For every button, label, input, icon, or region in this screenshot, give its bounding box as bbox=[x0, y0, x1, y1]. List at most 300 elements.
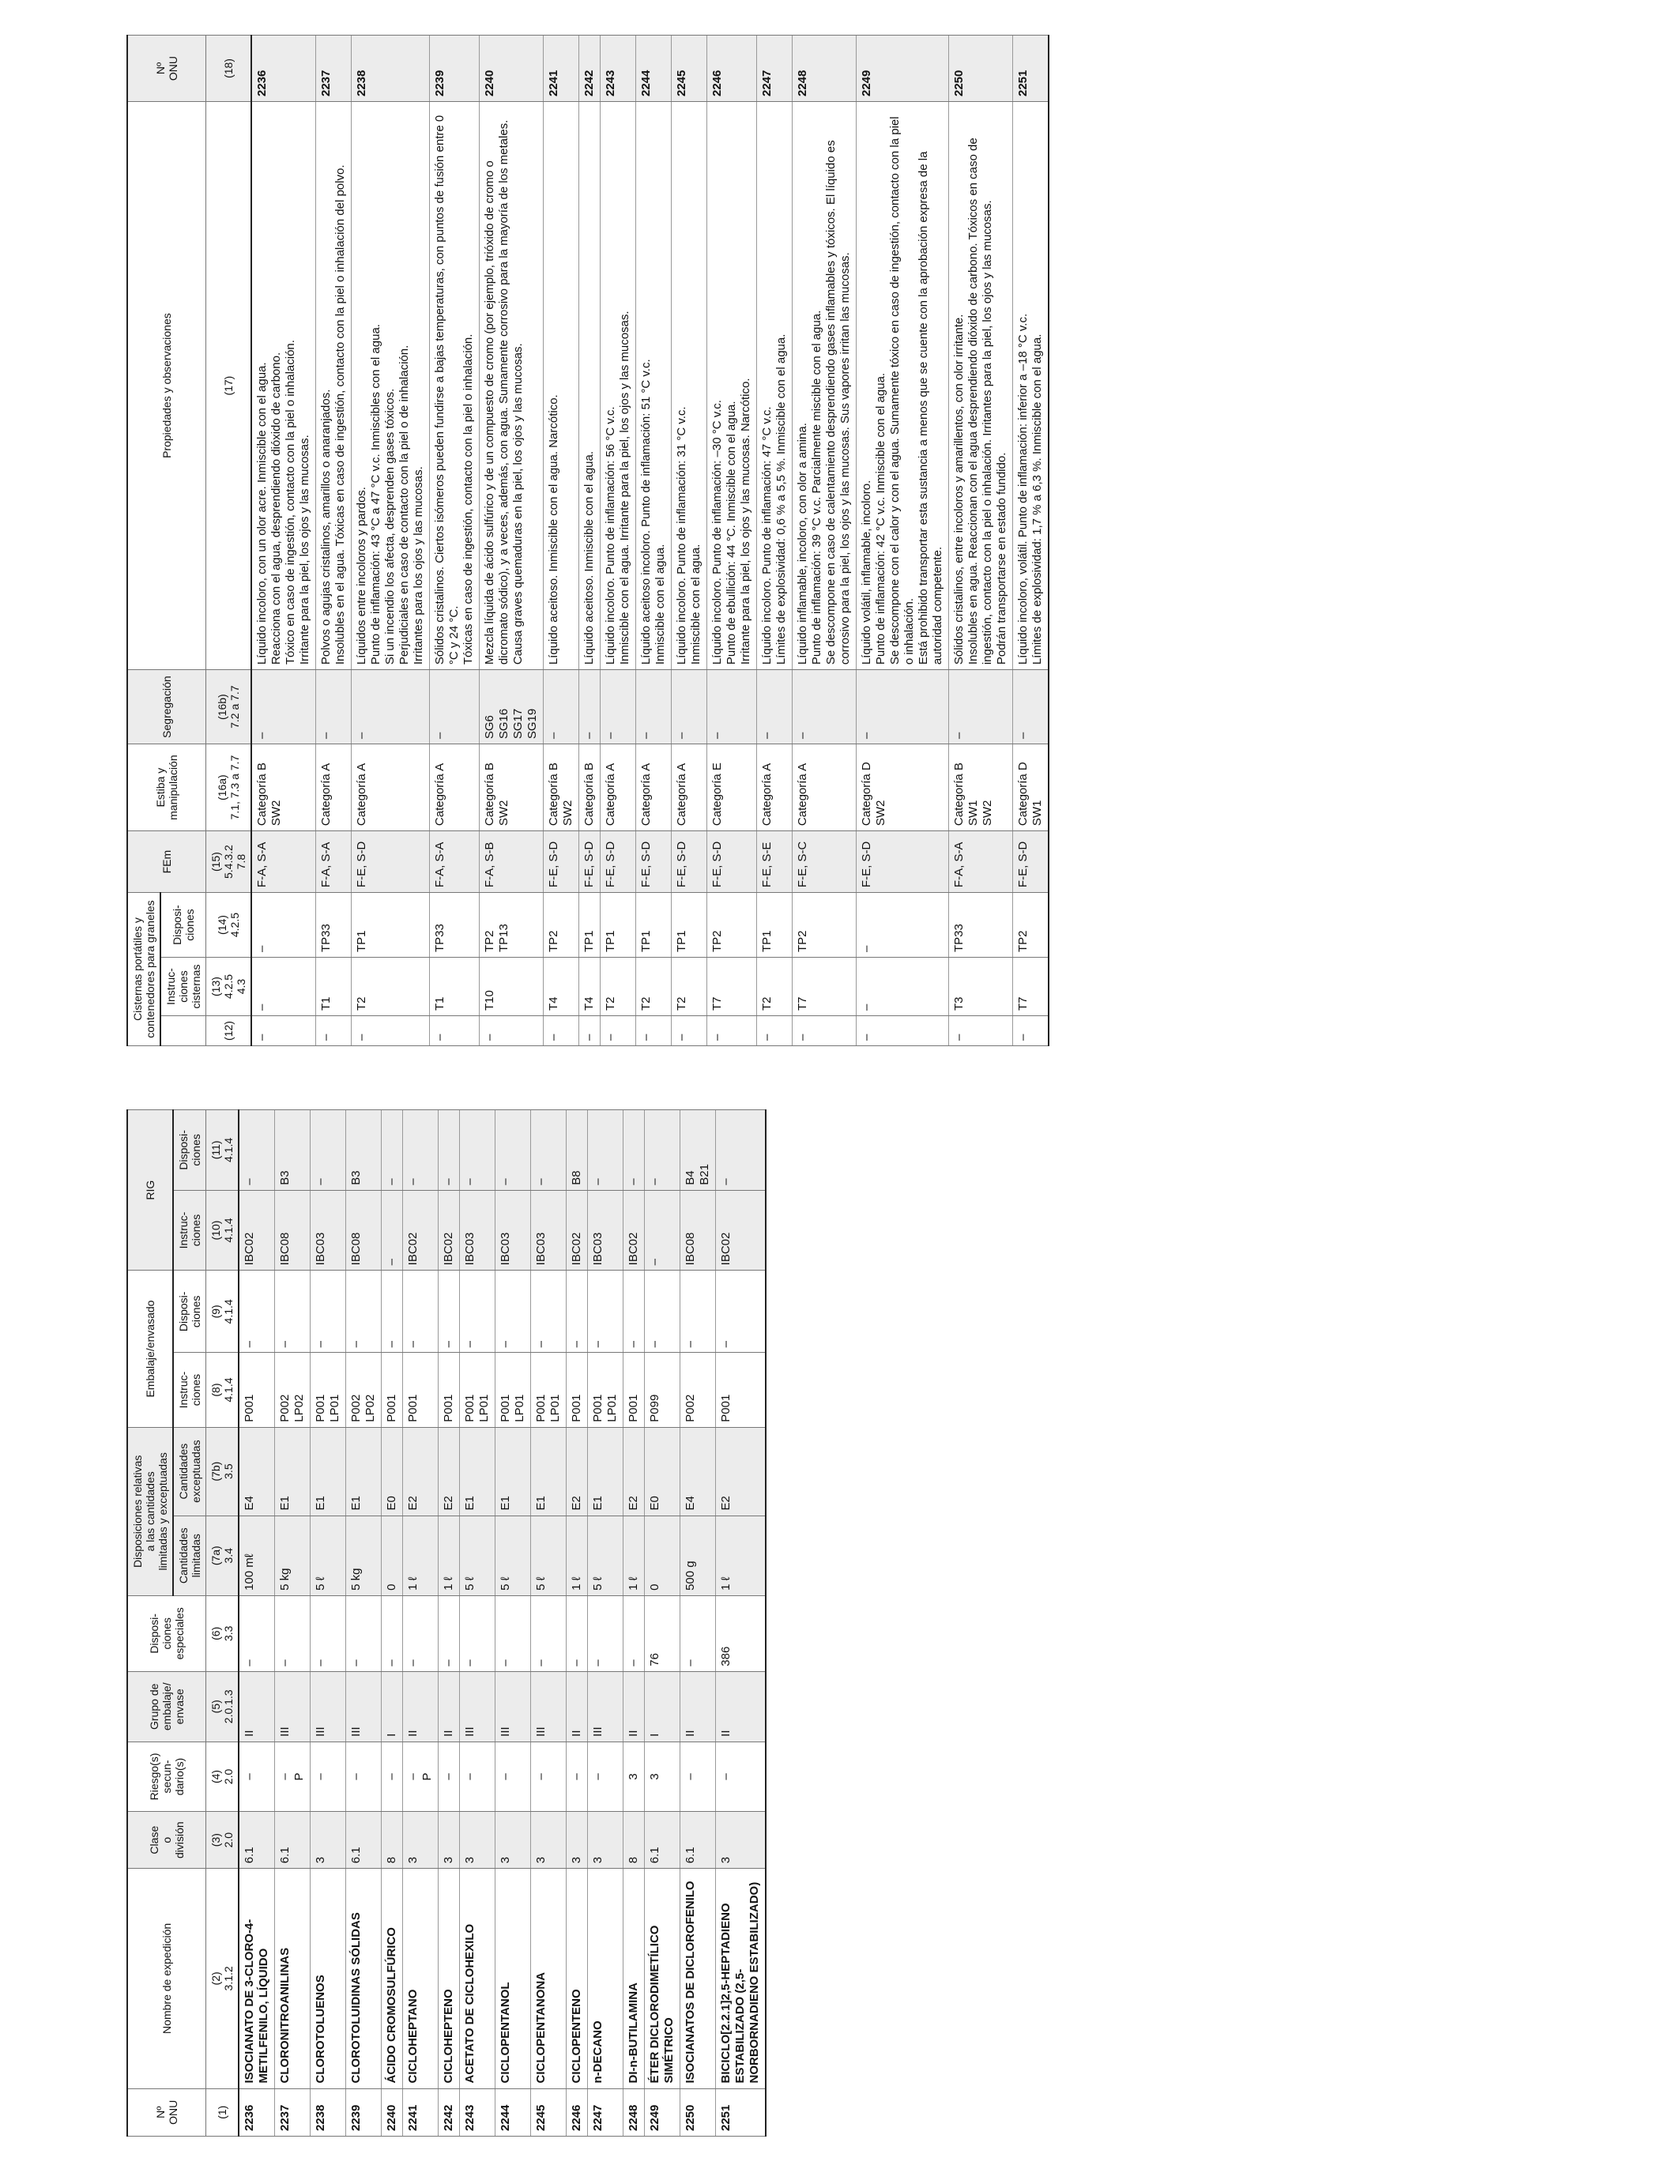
properties-cell: Líquido incoloro, con un olor acre. Inmiscible con el agua. Reacciona con el agua, desprendiendo dióxido de carbono. Tóxico en caso de ingestión, contacto con la piel o inhalación. Irritante para la piel, los ojos y las mucosas. bbox=[251, 102, 316, 670]
tank-instructions-cell: – bbox=[857, 958, 949, 1016]
col12-cell: – bbox=[480, 1016, 544, 1046]
packing-group-cell: II bbox=[623, 1671, 645, 1742]
special-provisions-cell: – bbox=[382, 1595, 403, 1671]
class-cell: 6.1 bbox=[680, 1812, 716, 1869]
packaging-provisions-cell: – bbox=[403, 1271, 439, 1353]
ibc-provisions-cell: – bbox=[716, 1110, 767, 1191]
limited-quantities-cell: 5 ℓ bbox=[531, 1516, 567, 1595]
ibc-provisions-cell: – bbox=[495, 1110, 531, 1191]
col12-cell: – bbox=[757, 1016, 793, 1046]
ibc-instructions-cell: IBC08 bbox=[275, 1190, 311, 1271]
table-row bbox=[439, 1110, 460, 2137]
tank-instructions-cell: T7 bbox=[707, 958, 757, 1016]
packaging-provisions-cell: – bbox=[460, 1271, 495, 1353]
stowage-cell: Categoría A bbox=[757, 744, 793, 831]
properties-cell: Líquido incoloro. Punto de inflamación: 31 °C v.c. Inmiscible con el agua. bbox=[672, 102, 707, 670]
colnum-16b: (16b) 7.2 a 7.7 bbox=[206, 670, 252, 744]
segregation-cell: – bbox=[579, 670, 601, 744]
un-cell-right: 2240 bbox=[480, 36, 544, 102]
excepted-quantities-cell: E1 bbox=[275, 1427, 311, 1516]
limited-quantities-cell: 1 ℓ bbox=[716, 1516, 767, 1595]
header-limited-quantities: Cantidades limitadas bbox=[173, 1516, 206, 1595]
packaging-provisions-cell: – bbox=[567, 1271, 588, 1353]
subsidiary-risk-cell: – bbox=[495, 1742, 531, 1811]
special-provisions-cell: – bbox=[346, 1595, 382, 1671]
tank-provisions-cell: TP1 bbox=[601, 893, 636, 958]
colnum-4: (4) 2.0 bbox=[206, 1742, 239, 1811]
limited-quantities-cell: 5 kg bbox=[275, 1516, 311, 1595]
tank-instructions-cell: T2 bbox=[601, 958, 636, 1016]
colnum-5: (5) 2.0.1.3 bbox=[206, 1671, 239, 1742]
colnum-13: (13) 4.2.5 4.3 bbox=[206, 958, 252, 1016]
un-cell-right: 2245 bbox=[672, 36, 707, 102]
special-provisions-cell: – bbox=[311, 1595, 346, 1671]
properties-cell: Sólidos cristalinos, entre incoloros y amarillentos, con olor irritante. Insolubles en agua. Reaccionan con el agua desprendiendo dióxido de carbono. Tóxicos en caso de ingestión, contacto con la piel o inhalación. Irritantes para la piel, los ojos y las mucosas. Podrán transportarse en estado fundido. bbox=[949, 102, 1013, 670]
packaging-provisions-cell: – bbox=[275, 1271, 311, 1353]
excepted-quantities-cell: E2 bbox=[439, 1427, 460, 1516]
properties-cell: Líquido volátil, inflamable, incoloro. Punto de inflamación: 42 °C v.c. Inmiscible con el agua. Se descompone con el calor y con el agua. Sumamente tóxico en caso de ingestión, contacto con la piel o inhalación. Está prohibido transportar esta sustancia a menos que se cuente con la aprobación expresa de la autoridad competente. bbox=[857, 102, 949, 670]
un-cell: 2251 bbox=[716, 2088, 767, 2136]
ems-cell: F-E, S-C bbox=[793, 831, 857, 893]
excepted-quantities-cell: E2 bbox=[716, 1427, 767, 1516]
tank-instructions-cell: T10 bbox=[480, 958, 544, 1016]
tank-provisions-cell: TP2 bbox=[793, 893, 857, 958]
packaging-provisions-cell: – bbox=[645, 1271, 680, 1353]
packaging-provisions-cell: – bbox=[495, 1271, 531, 1353]
class-cell: 3 bbox=[495, 1812, 531, 1869]
tank-instructions-cell: T2 bbox=[757, 958, 793, 1016]
header-un-number: Nº ONU bbox=[127, 2088, 206, 2136]
class-cell: 3 bbox=[567, 1812, 588, 1869]
packing-group-cell: II bbox=[439, 1671, 460, 1742]
col12-cell: – bbox=[251, 1016, 316, 1046]
ems-cell: F-E, S-D bbox=[1013, 831, 1049, 893]
special-provisions-cell: – bbox=[623, 1595, 645, 1671]
header-tank-instructions: Instruc- ciones cisternas bbox=[160, 958, 206, 1016]
stowage-cell: Categoría A bbox=[601, 744, 636, 831]
table-row bbox=[495, 1110, 531, 2137]
stowage-cell: Categoría B bbox=[579, 744, 601, 831]
segregation-cell: – bbox=[672, 670, 707, 744]
ibc-provisions-cell: – bbox=[311, 1110, 346, 1191]
ems-cell: F-E, S-D bbox=[857, 831, 949, 893]
ems-cell: F-E, S-D bbox=[601, 831, 636, 893]
header-packaging-provisions: Disposi- ciones bbox=[173, 1271, 206, 1353]
packaging-provisions-cell: – bbox=[531, 1271, 567, 1353]
ibc-provisions-cell: – bbox=[382, 1110, 403, 1191]
class-cell: 8 bbox=[623, 1812, 645, 1869]
special-provisions-cell: – bbox=[403, 1595, 439, 1671]
col12-cell: – bbox=[672, 1016, 707, 1046]
special-provisions-cell: – bbox=[680, 1595, 716, 1671]
excepted-quantities-cell: E4 bbox=[680, 1427, 716, 1516]
colnum-15: (15) 5.4.3.2 7.8 bbox=[206, 831, 252, 893]
table-row bbox=[757, 36, 793, 1046]
excepted-quantities-cell: E1 bbox=[460, 1427, 495, 1516]
shipping-name-cell: CLORONITROANILINAS bbox=[275, 1869, 311, 2088]
tank-instructions-cell: T2 bbox=[636, 958, 672, 1016]
table-row bbox=[579, 36, 601, 1046]
subsidiary-risk-cell: – bbox=[346, 1742, 382, 1811]
packaging-provisions-cell: – bbox=[346, 1271, 382, 1353]
header-un-number-right: Nº ONU bbox=[127, 36, 206, 102]
colnum-11: (11) 4.1.4 bbox=[206, 1110, 239, 1191]
shipping-name-cell: n-DECANO bbox=[588, 1869, 623, 2088]
ibc-instructions-cell: – bbox=[645, 1190, 680, 1271]
table-row bbox=[645, 1110, 680, 2137]
table-row bbox=[430, 36, 480, 1046]
un-cell-right: 2247 bbox=[757, 36, 793, 102]
packaging-instructions-cell: P002 LP02 bbox=[275, 1353, 311, 1427]
limited-quantities-cell: 5 ℓ bbox=[495, 1516, 531, 1595]
header-ibc-provisions: Disposi- ciones bbox=[173, 1110, 206, 1191]
stowage-cell: Categoría D SW1 bbox=[1013, 744, 1049, 831]
subsidiary-risk-cell: – bbox=[311, 1742, 346, 1811]
ems-cell: F-E, S-D bbox=[544, 831, 579, 893]
limited-quantities-cell: 5 ℓ bbox=[588, 1516, 623, 1595]
tank-provisions-cell: TP33 bbox=[316, 893, 352, 958]
stowage-cell: Categoría B SW2 bbox=[251, 744, 316, 831]
stowage-cell: Categoría B SW1 SW2 bbox=[949, 744, 1013, 831]
un-cell: 2241 bbox=[403, 2088, 439, 2136]
subsidiary-risk-cell: – bbox=[531, 1742, 567, 1811]
class-cell: 3 bbox=[588, 1812, 623, 1869]
properties-cell: Líquido incoloro. Punto de inflamación: 47 °C v.c. Límites de explosividad: 0,6 % a 5,5 %. Inmiscible con el agua. bbox=[757, 102, 793, 670]
properties-cell: Líquido incoloro. Punto de inflamación: –30 °C v.c. Punto de ebullición: 44 °C. Inmiscible con el agua. Irritante para la piel, los ojos y las mucosas. Narcótico. bbox=[707, 102, 757, 670]
colnum-7a: (7a) 3.4 bbox=[206, 1516, 239, 1595]
packing-group-cell: II bbox=[239, 1671, 275, 1742]
table-row bbox=[311, 1110, 346, 2137]
shipping-name-cell: CICLOPENTENO bbox=[567, 1869, 588, 2088]
special-provisions-cell: – bbox=[460, 1595, 495, 1671]
shipping-name-cell: CICLOHEPTENO bbox=[439, 1869, 460, 2088]
packaging-provisions-cell: – bbox=[716, 1271, 767, 1353]
ibc-instructions-cell: IBC03 bbox=[460, 1190, 495, 1271]
packaging-instructions-cell: P001 LP01 bbox=[311, 1353, 346, 1427]
colnum-12: (12) bbox=[206, 1016, 252, 1046]
packing-group-cell: III bbox=[460, 1671, 495, 1742]
shipping-name-cell: ISOCIANATOS DE DICLOROFENILO bbox=[680, 1869, 716, 2088]
packing-group-cell: II bbox=[680, 1671, 716, 1742]
stowage-cell: Categoría B SW2 bbox=[480, 744, 544, 831]
ems-cell: F-A, S-A bbox=[430, 831, 480, 893]
header-ems: FEm bbox=[127, 831, 206, 893]
table-row bbox=[275, 1110, 311, 2137]
packaging-instructions-cell: P001 bbox=[623, 1353, 645, 1427]
ibc-provisions-cell: – bbox=[439, 1110, 460, 1191]
properties-cell: Líquidos entre incoloros y pardos. Punto de inflamación: 43 °C a 47 °C v.c. Inmiscibles con el agua. Si un incendio los afecta, desprenden gases tóxicos. Perjudiciales en caso de contacto con la piel o de inhalación. Irritantes para los ojos y las mucosas. bbox=[352, 102, 430, 670]
shipping-name-cell: CICLOPENTANOL bbox=[495, 1869, 531, 2088]
properties-cell: Polvos o agujas cristalinos, amarillos o anaranjados. Insolubles en el agua. Tóxicas en caso de ingestión, contacto con la piel o inhalación del polvo. bbox=[316, 102, 352, 670]
table-row bbox=[588, 1110, 623, 2137]
table-row bbox=[716, 1110, 767, 2137]
ibc-provisions-cell: B4 B21 bbox=[680, 1110, 716, 1191]
stowage-cell: Categoría A bbox=[793, 744, 857, 831]
table-row bbox=[403, 1110, 439, 2137]
ibc-instructions-cell: – bbox=[382, 1190, 403, 1271]
ibc-provisions-cell: B3 bbox=[346, 1110, 382, 1191]
ems-cell: F-E, S-D bbox=[707, 831, 757, 893]
ibc-instructions-cell: IBC03 bbox=[311, 1190, 346, 1271]
class-cell: 3 bbox=[439, 1812, 460, 1869]
limited-quantities-cell: 0 bbox=[645, 1516, 680, 1595]
segregation-cell: – bbox=[430, 670, 480, 744]
header-subsidiary-risk: Riesgo(s) secun- dario(s) bbox=[127, 1742, 206, 1811]
un-cell: 2247 bbox=[588, 2088, 623, 2136]
ems-cell: F-E, S-E bbox=[757, 831, 793, 893]
packaging-instructions-cell: P001 bbox=[403, 1353, 439, 1427]
header-packaging-group: Embalaje/envasado bbox=[127, 1271, 173, 1427]
class-cell: 3 bbox=[311, 1812, 346, 1869]
ibc-provisions-cell: – bbox=[460, 1110, 495, 1191]
tank-provisions-cell: – bbox=[251, 893, 316, 958]
segregation-cell: SG6 SG16 SG17 SG19 bbox=[480, 670, 544, 744]
excepted-quantities-cell: E1 bbox=[531, 1427, 567, 1516]
table-row bbox=[251, 36, 316, 1046]
tank-provisions-cell: TP2 TP13 bbox=[480, 893, 544, 958]
tank-instructions-cell: T2 bbox=[352, 958, 430, 1016]
header-properties: Propiedades y observaciones bbox=[127, 102, 206, 670]
table-row bbox=[793, 36, 857, 1046]
header-stowage: Estiba y manipulación bbox=[127, 744, 206, 831]
subsidiary-risk-cell: – bbox=[588, 1742, 623, 1811]
table-row bbox=[636, 36, 672, 1046]
ems-cell: F-E, S-D bbox=[579, 831, 601, 893]
class-cell: 6.1 bbox=[645, 1812, 680, 1869]
packing-group-cell: III bbox=[495, 1671, 531, 1742]
un-cell-right: 2246 bbox=[707, 36, 757, 102]
packaging-instructions-cell: P001 bbox=[716, 1353, 767, 1427]
colnum-8: (8) 4.1.4 bbox=[206, 1353, 239, 1427]
stowage-cell: Categoría A bbox=[316, 744, 352, 831]
excepted-quantities-cell: E2 bbox=[623, 1427, 645, 1516]
segregation-cell: – bbox=[544, 670, 579, 744]
un-cell: 2238 bbox=[311, 2088, 346, 2136]
header-tank-provisions: Disposi- ciones bbox=[160, 893, 206, 958]
packing-group-cell: III bbox=[588, 1671, 623, 1742]
subsidiary-risk-cell: 3 bbox=[623, 1742, 645, 1811]
ibc-provisions-cell: B8 bbox=[567, 1110, 588, 1191]
table-row bbox=[382, 1110, 403, 2137]
header-packing-group: Grupo de embalaje/ envase bbox=[127, 1671, 206, 1742]
ibc-instructions-cell: IBC02 bbox=[567, 1190, 588, 1271]
properties-cell: Líquido inflamable, incoloro, con olor a amina. Punto de inflamación: 39 °C v.c. Parcialmente miscible con el agua. Se descompone en caso de calentamiento desprendiendo gases inflamables y tóxicos. El líquido es corrosivo para la piel, los ojos y las mucosas. Sus vapores irritan las mucosas. bbox=[793, 102, 857, 670]
ibc-instructions-cell: IBC08 bbox=[346, 1190, 382, 1271]
header-ibc-instructions: Instruc- ciones bbox=[173, 1190, 206, 1271]
colnum-17: (17) bbox=[206, 102, 252, 670]
ibc-instructions-cell: IBC03 bbox=[495, 1190, 531, 1271]
class-cell: 8 bbox=[382, 1812, 403, 1869]
tank-instructions-cell: T1 bbox=[430, 958, 480, 1016]
un-cell: 2246 bbox=[567, 2088, 588, 2136]
tank-provisions-cell: TP33 bbox=[430, 893, 480, 958]
ems-cell: F-A, S-A bbox=[251, 831, 316, 893]
left-table-body bbox=[239, 1110, 766, 2137]
ibc-instructions-cell: IBC02 bbox=[439, 1190, 460, 1271]
col12-cell: – bbox=[793, 1016, 857, 1046]
tank-provisions-cell: TP2 bbox=[544, 893, 579, 958]
limited-quantities-cell: 1 ℓ bbox=[623, 1516, 645, 1595]
special-provisions-cell: – bbox=[275, 1595, 311, 1671]
un-cell: 2245 bbox=[531, 2088, 567, 2136]
shipping-name-cell: DI-n-BUTILAMINA bbox=[623, 1869, 645, 2088]
limited-quantities-cell: 1 ℓ bbox=[567, 1516, 588, 1595]
un-cell-right: 2244 bbox=[636, 36, 672, 102]
shipping-name-cell: ÉTER DICLORODIMETÍLICO SIMÉTRICO bbox=[645, 1869, 680, 2088]
segregation-cell: – bbox=[316, 670, 352, 744]
un-cell: 2239 bbox=[346, 2088, 382, 2136]
packaging-instructions-cell: P001 bbox=[239, 1353, 275, 1427]
limited-quantities-cell: 100 mℓ bbox=[239, 1516, 275, 1595]
excepted-quantities-cell: E2 bbox=[403, 1427, 439, 1516]
un-cell: 2240 bbox=[382, 2088, 403, 2136]
class-cell: 3 bbox=[460, 1812, 495, 1869]
un-cell-right: 2243 bbox=[601, 36, 636, 102]
special-provisions-cell: – bbox=[239, 1595, 275, 1671]
table-row bbox=[1013, 36, 1049, 1046]
stowage-cell: Categoría E bbox=[707, 744, 757, 831]
table-row bbox=[316, 36, 352, 1046]
tank-instructions-cell: T4 bbox=[579, 958, 601, 1016]
shipping-name-cell: ACETATO DE CICLOHEXILO bbox=[460, 1869, 495, 2088]
packaging-provisions-cell: – bbox=[311, 1271, 346, 1353]
subsidiary-risk-cell: – bbox=[382, 1742, 403, 1811]
special-provisions-cell: – bbox=[588, 1595, 623, 1671]
un-cell-right: 2249 bbox=[857, 36, 949, 102]
un-cell: 2236 bbox=[239, 2088, 275, 2136]
segregation-cell: – bbox=[707, 670, 757, 744]
properties-cell: Líquido incoloro. Punto de inflamación: 56 °C v.c. Inmiscible con el agua. Irritante para la piel, los ojos y las mucosas. bbox=[601, 102, 636, 670]
shipping-name-cell: BICICLO[2.2.1]2,5-HEPTADIENO ESTABILIZADO (2,5-NORBORNADIENO ESTABILIZADO) bbox=[716, 1869, 767, 2088]
colnum-1: (1) bbox=[206, 2088, 239, 2136]
col12-cell: – bbox=[352, 1016, 430, 1046]
col12-cell: – bbox=[1013, 1016, 1049, 1046]
segregation-cell: – bbox=[352, 670, 430, 744]
header-shipping-name: Nombre de expedición bbox=[127, 1869, 206, 2088]
col12-cell: – bbox=[316, 1016, 352, 1046]
colnum-2: (2) 3.1.2 bbox=[206, 1869, 239, 2088]
limited-quantities-cell: 500 g bbox=[680, 1516, 716, 1595]
shipping-name-cell: CICLOHEPTANO bbox=[403, 1869, 439, 2088]
ibc-instructions-cell: IBC02 bbox=[623, 1190, 645, 1271]
un-cell: 2250 bbox=[680, 2088, 716, 2136]
packaging-provisions-cell: – bbox=[239, 1271, 275, 1353]
header-segregation: Segregación bbox=[127, 670, 206, 744]
class-cell: 6.1 bbox=[275, 1812, 311, 1869]
limited-quantities-cell: 0 bbox=[382, 1516, 403, 1595]
col12-cell: – bbox=[949, 1016, 1013, 1046]
packing-group-cell: III bbox=[311, 1671, 346, 1742]
ibc-provisions-cell: – bbox=[588, 1110, 623, 1191]
class-cell: 6.1 bbox=[239, 1812, 275, 1869]
ems-cell: F-A, S-A bbox=[316, 831, 352, 893]
ems-cell: F-A, S-A bbox=[949, 831, 1013, 893]
subsidiary-risk-cell: – bbox=[716, 1742, 767, 1811]
segregation-cell: – bbox=[857, 670, 949, 744]
ibc-instructions-cell: IBC03 bbox=[588, 1190, 623, 1271]
class-cell: 3 bbox=[403, 1812, 439, 1869]
packaging-instructions-cell: P002 bbox=[680, 1353, 716, 1427]
subsidiary-risk-cell: – P bbox=[403, 1742, 439, 1811]
dangerous-goods-list-right bbox=[126, 35, 1049, 1046]
colnum-10: (10) 4.1.4 bbox=[206, 1190, 239, 1271]
un-cell: 2237 bbox=[275, 2088, 311, 2136]
stowage-cell: Categoría D SW2 bbox=[857, 744, 949, 831]
segregation-cell: – bbox=[636, 670, 672, 744]
table-row bbox=[857, 36, 949, 1046]
shipping-name-cell: ISOCIANATO DE 3-CLORO-4-METILFENILO, LÍQUIDO bbox=[239, 1869, 275, 2088]
limited-quantities-cell: 1 ℓ bbox=[403, 1516, 439, 1595]
special-provisions-cell: – bbox=[567, 1595, 588, 1671]
stowage-cell: Categoría A bbox=[636, 744, 672, 831]
table-row bbox=[544, 36, 579, 1046]
table-row bbox=[480, 36, 544, 1046]
excepted-quantities-cell: E2 bbox=[567, 1427, 588, 1516]
colnum-6: (6) 3.3 bbox=[206, 1595, 239, 1671]
tank-provisions-cell: TP1 bbox=[352, 893, 430, 958]
un-cell-right: 2241 bbox=[544, 36, 579, 102]
col12-cell: – bbox=[857, 1016, 949, 1046]
un-cell-right: 2248 bbox=[793, 36, 857, 102]
special-provisions-cell: – bbox=[531, 1595, 567, 1671]
colnum-14: (14) 4.2.5 bbox=[206, 893, 252, 958]
ems-cell: F-E, S-D bbox=[352, 831, 430, 893]
table-row bbox=[707, 36, 757, 1046]
shipping-name-cell: CICLOPENTANONA bbox=[531, 1869, 567, 2088]
segregation-cell: – bbox=[1013, 670, 1049, 744]
un-cell-right: 2238 bbox=[352, 36, 430, 102]
limited-quantities-cell: 5 ℓ bbox=[460, 1516, 495, 1595]
ibc-provisions-cell: B3 bbox=[275, 1110, 311, 1191]
packaging-instructions-cell: P001 bbox=[382, 1353, 403, 1427]
header-tanks-group: Cisternas portátiles y contenedores para graneles bbox=[127, 893, 160, 1046]
special-provisions-cell: – bbox=[439, 1595, 460, 1671]
tank-instructions-cell: T7 bbox=[1013, 958, 1049, 1016]
tank-instructions-cell: T4 bbox=[544, 958, 579, 1016]
un-cell-right: 2237 bbox=[316, 36, 352, 102]
special-provisions-cell: 76 bbox=[645, 1595, 680, 1671]
colnum-18: (18) bbox=[206, 36, 252, 102]
header-class: Clase o división bbox=[127, 1812, 206, 1869]
class-cell: 3 bbox=[716, 1812, 767, 1869]
ibc-instructions-cell: IBC02 bbox=[403, 1190, 439, 1271]
special-provisions-cell: – bbox=[495, 1595, 531, 1671]
packaging-instructions-cell: P001 bbox=[567, 1353, 588, 1427]
subsidiary-risk-cell: 3 bbox=[645, 1742, 680, 1811]
tank-instructions-cell: T1 bbox=[316, 958, 352, 1016]
packing-group-cell: III bbox=[531, 1671, 567, 1742]
ibc-instructions-cell: IBC08 bbox=[680, 1190, 716, 1271]
segregation-cell: – bbox=[601, 670, 636, 744]
ibc-provisions-cell: – bbox=[531, 1110, 567, 1191]
header-col12-blank bbox=[160, 1016, 206, 1046]
packing-group-cell: I bbox=[382, 1671, 403, 1742]
col12-cell: – bbox=[636, 1016, 672, 1046]
un-cell-right: 2239 bbox=[430, 36, 480, 102]
col12-cell: – bbox=[544, 1016, 579, 1046]
excepted-quantities-cell: E0 bbox=[645, 1427, 680, 1516]
excepted-quantities-cell: E1 bbox=[311, 1427, 346, 1516]
excepted-quantities-cell: E1 bbox=[346, 1427, 382, 1516]
segregation-cell: – bbox=[251, 670, 316, 744]
header-quantities-group: Disposiciones relativas a las cantidades limitadas y exceptuadas bbox=[127, 1427, 173, 1595]
packaging-instructions-cell: P001 bbox=[439, 1353, 460, 1427]
ems-cell: F-E, S-D bbox=[636, 831, 672, 893]
excepted-quantities-cell: E0 bbox=[382, 1427, 403, 1516]
right-table-body bbox=[251, 36, 1049, 1046]
packaging-instructions-cell: P001 LP01 bbox=[460, 1353, 495, 1427]
tank-provisions-cell: TP2 bbox=[707, 893, 757, 958]
